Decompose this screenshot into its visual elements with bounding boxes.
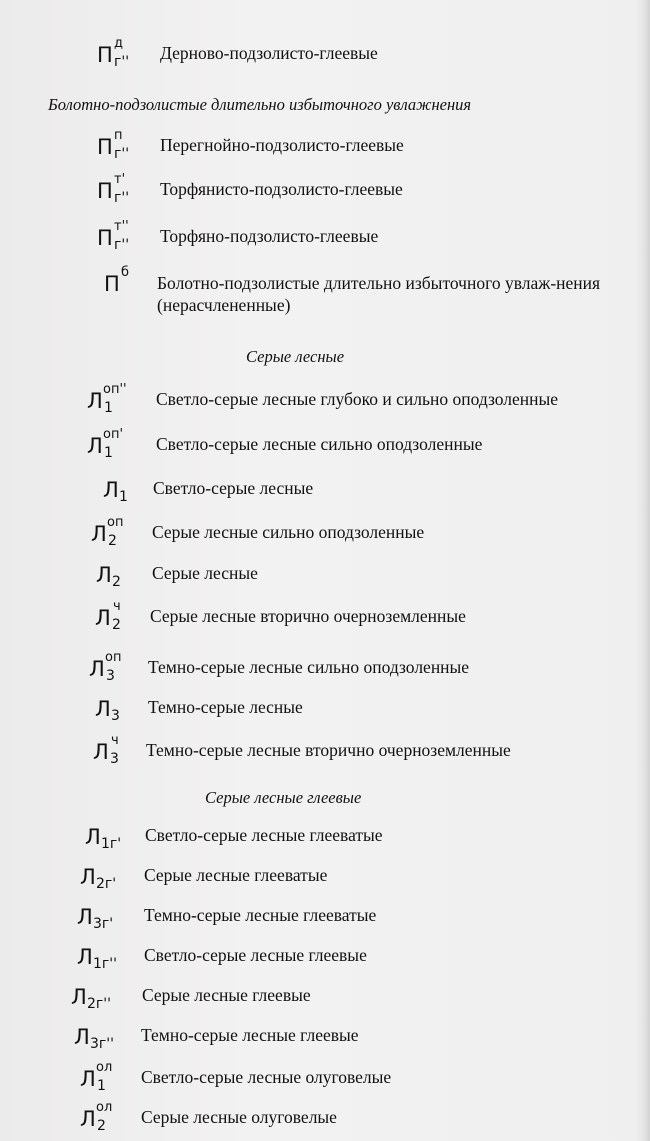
symbol-subscript: 2: [112, 617, 121, 633]
entry-label: Серые лесные вторично очерноземленные: [150, 606, 466, 626]
symbol-subscript: 2: [97, 1118, 106, 1134]
symbol-superscript: ол: [96, 1060, 113, 1075]
legend-entry-serye-gleevye: [0, 978, 650, 1012]
entry-label: Серые лесные глеевые: [142, 985, 311, 1005]
legend-entry-temno-serye-silno-opodzolennye: [0, 650, 650, 684]
legend-entry-serye-oluguvelye: [0, 1100, 650, 1134]
symbol-superscript: оп'': [103, 382, 127, 397]
legend-entry-torfyano-podzolisto-gleevye: [0, 219, 650, 253]
symbol-base: П: [97, 179, 113, 203]
symbol-base: Л: [71, 985, 87, 1009]
entry-label: Торфяно-подзолисто-глеевые: [160, 226, 379, 246]
symbol-superscript: оп': [103, 427, 124, 442]
section-heading-bolotno-podzolistye: Болотно-подзолистые длительно избыточного увлажнения: [48, 95, 472, 114]
entry-label: Светло-серые лесные олуговелые: [141, 1067, 392, 1087]
symbol-subscript: г'': [114, 146, 130, 162]
legend-entry-bolotno-podzolistye-nerasch: [0, 265, 650, 325]
symbol-superscript: т': [114, 172, 126, 187]
symbol-subscript: 2г': [96, 876, 117, 892]
symbol-base: Л: [95, 606, 111, 630]
entry-label: Светло-серые лесные глеевые: [144, 945, 367, 965]
symbol-subscript: 1: [97, 1078, 106, 1094]
symbol-superscript: оп: [105, 650, 122, 665]
legend-entry-svetlo-serye-silno-opodzolennye: [0, 427, 650, 461]
entry-label: Светло-серые лесные глееватые: [145, 825, 383, 845]
symbol-base: Л: [89, 657, 105, 681]
symbol-subscript: г'': [114, 54, 130, 70]
symbol-base: П: [97, 135, 113, 159]
symbol-subscript: 3: [111, 708, 120, 724]
symbol-subscript: 3: [110, 751, 119, 767]
symbol-base: Л: [80, 1107, 96, 1131]
symbol-subscript: 2: [108, 533, 117, 549]
symbol-superscript: д: [114, 36, 123, 51]
symbol-base: Л: [80, 865, 96, 889]
symbol-subscript: 2г'': [87, 996, 111, 1012]
symbol-superscript: ч: [113, 599, 121, 614]
entry-label: Темно-серые лесные глеевые: [141, 1025, 359, 1045]
symbol-superscript: т'': [114, 219, 129, 234]
legend-entry-torfyanisto-podzolisto-gleevye: [0, 172, 650, 206]
symbol-subscript: 1: [104, 445, 113, 461]
entry-label: Темно-серые лесные глееватые: [144, 905, 377, 925]
legend-entry-temno-serye-vtorichno-ochernozemlennye: [0, 733, 650, 767]
entry-label: Серые лесные: [152, 563, 258, 583]
entry-label: Светло-серые лесные сильно оподзоленные: [156, 434, 483, 454]
entry-label: Темно-серые лесные вторично очерноземленные: [146, 740, 511, 760]
legend-entry-svetlo-serye-lesnye: [0, 471, 650, 505]
symbol-superscript: оп: [107, 515, 124, 530]
section-heading-serye-lesnye: Серые лесные: [246, 347, 345, 366]
symbol-subscript: 1: [104, 400, 113, 416]
symbol-base: Л: [103, 478, 119, 502]
legend-entry-serye-silno-opodzolennye: [0, 515, 650, 549]
legend-entry-temno-serye-gleevatye: [0, 898, 650, 932]
symbol-subscript: 3г'': [90, 1036, 114, 1052]
symbol-base: П: [97, 43, 113, 67]
entry-label: Серые лесные сильно оподзоленные: [152, 522, 425, 542]
legend-entry-dernovo-podzolisto-gleevye: [0, 36, 650, 70]
legend-entry-serye-gleevatye: [0, 858, 650, 892]
legend-entry-serye-lesnye: [0, 556, 650, 590]
symbol-base: Л: [80, 1067, 96, 1091]
symbol-base: П: [97, 226, 113, 250]
symbol-subscript: г'': [114, 190, 130, 206]
entry-label: Торфянисто-подзолисто-глеевые: [160, 179, 403, 199]
symbol-subscript: 1: [119, 489, 128, 505]
symbol-superscript: ол: [96, 1100, 113, 1115]
legend-entry-svetlo-serye-gluboko-opodzolennye: [0, 382, 650, 416]
entry-label: Болотно-подзолистые длительно избыточного увлаж-нения (нерасчлененные): [157, 273, 601, 315]
symbol-subscript: 3г': [93, 916, 114, 932]
symbol-base: Л: [87, 389, 103, 413]
symbol-base: Л: [85, 825, 101, 849]
legend-entry-temno-serye-gleevye: [0, 1018, 650, 1052]
symbol-subscript: 1г'': [93, 956, 117, 972]
entry-label: Светло-серые лесные глубоко и сильно оподзоленные: [156, 389, 559, 409]
entry-label: Дерново-подзолисто-глеевые: [160, 43, 378, 63]
symbol-base: П: [104, 272, 120, 296]
legend-entry-svetlo-serye-oluguvelye: [0, 1060, 650, 1094]
entry-label: Светло-серые лесные: [153, 478, 314, 498]
symbol-subscript: 2: [112, 574, 121, 590]
legend-entry-peregnoino-podzolisto-gleevye: [0, 128, 650, 162]
symbol-base: Л: [93, 740, 109, 764]
entry-label: Темно-серые лесные сильно оподзоленные: [148, 657, 470, 677]
symbol-superscript: б: [121, 265, 130, 280]
symbol-base: Л: [96, 563, 112, 587]
symbol-base: Л: [91, 522, 107, 546]
symbol-base: Л: [77, 945, 93, 969]
symbol-base: Л: [87, 434, 103, 458]
legend-entry-svetlo-serye-gleevatye: [0, 818, 650, 852]
entry-label: Перегнойно-подзолисто-глеевые: [160, 135, 404, 155]
entry-label: Серые лесные глееватые: [144, 865, 328, 885]
symbol-base: Л: [95, 697, 111, 721]
symbol-superscript: ч: [111, 733, 119, 748]
legend-entry-temno-serye-lesnye: [0, 690, 650, 724]
symbol-subscript: 1г': [101, 836, 122, 852]
symbol-base: Л: [77, 905, 93, 929]
section-heading-serye-lesnye-gleevye: Серые лесные глеевые: [205, 788, 362, 807]
entry-label: Серые лесные олуговелые: [141, 1107, 337, 1127]
entry-label: Темно-серые лесные: [148, 697, 303, 717]
symbol-subscript: 3: [106, 668, 115, 684]
symbol-base: Л: [74, 1025, 90, 1049]
symbol-subscript: г'': [114, 237, 130, 253]
symbol-superscript: п: [114, 128, 123, 143]
legend-entry-serye-vtorichno-ochernozemlennye: [0, 599, 650, 633]
legend-entry-svetlo-serye-gleevye: [0, 938, 650, 972]
